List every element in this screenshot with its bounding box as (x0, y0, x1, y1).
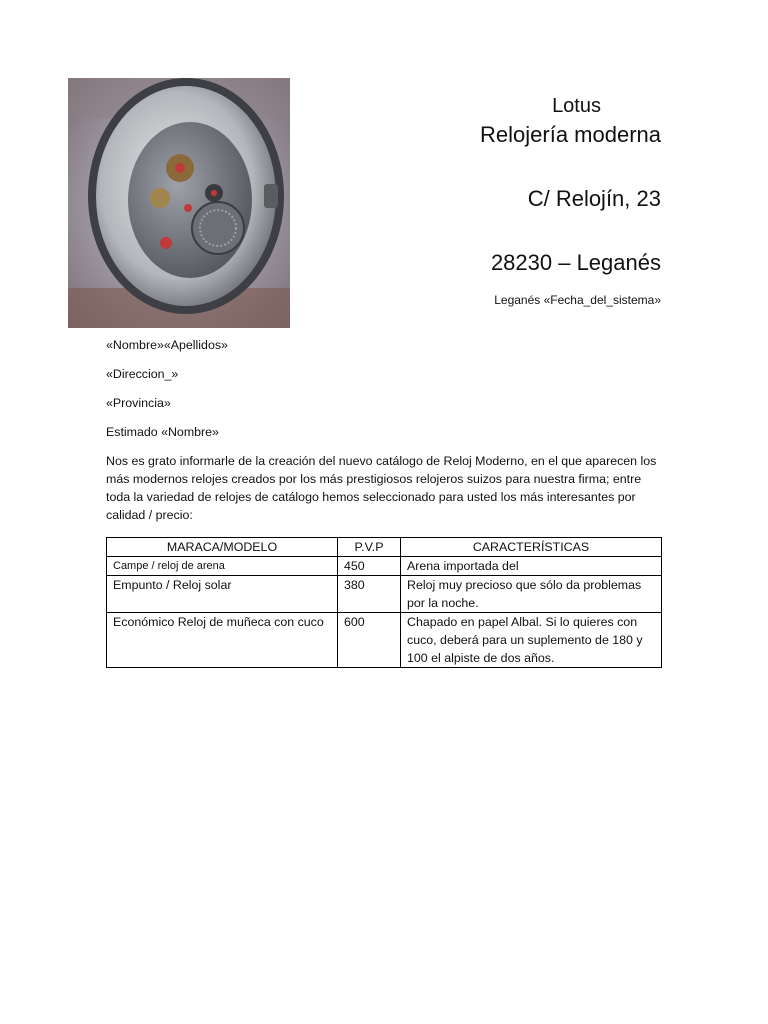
cell-features: Reloj muy precioso que sólo da problemas por la noche. (401, 576, 662, 613)
column-header-features: CARACTERÍSTICAS (401, 538, 662, 557)
table-row (107, 557, 662, 576)
cell-model: Económico Reloj de muñeca con cuco (107, 613, 338, 668)
table-row (107, 576, 662, 613)
cell-price: 380 (338, 576, 401, 613)
table-row (107, 613, 662, 668)
date-line: Leganés «Fecha_del_sistema» (494, 293, 661, 307)
business-address: C/ Relojín, 23 (527, 186, 661, 211)
letterhead (480, 92, 661, 308)
cell-price: 600 (338, 613, 401, 668)
column-header-model: MARACA/MODELO (107, 538, 338, 557)
recipient-name: «Nombre»«Apellidos» (106, 338, 228, 352)
cell-features: Chapado en papel Albal. Si lo quieres con cuco, deberá para un suplemento de 180 y 100 el alpiste de dos años. (401, 613, 662, 668)
table-header-row (107, 538, 662, 557)
letter-body (106, 336, 662, 535)
business-city: 28230 – Leganés (490, 250, 661, 275)
recipient-province: «Provincia» (106, 396, 171, 410)
column-header-price: P.V.P (338, 538, 401, 557)
cell-price: 450 (338, 557, 401, 576)
cell-model: Campe / reloj de arena (107, 557, 338, 576)
business-subtitle: Relojería moderna (480, 122, 661, 147)
brand-name: Lotus (552, 95, 601, 117)
watch-movement-photo (68, 78, 290, 328)
cell-model: Empunto / Reloj solar (107, 576, 338, 613)
intro-paragraph: Nos es grato informarle de la creación del nuevo catálogo de Reloj Moderno, en el que aparecen los más modernos relojes creados por los más prestigiosos relojeros suizos para nuestra firma; entre toda la variedad de relojes de catálogo hemos seleccionado para usted los más interesantes por calidad / precio: (106, 454, 657, 522)
catalog-table (106, 537, 662, 668)
recipient-address: «Direccion_» (106, 367, 179, 381)
cell-features: Arena importada del (401, 557, 662, 576)
greeting: Estimado «Nombre» (106, 425, 219, 439)
